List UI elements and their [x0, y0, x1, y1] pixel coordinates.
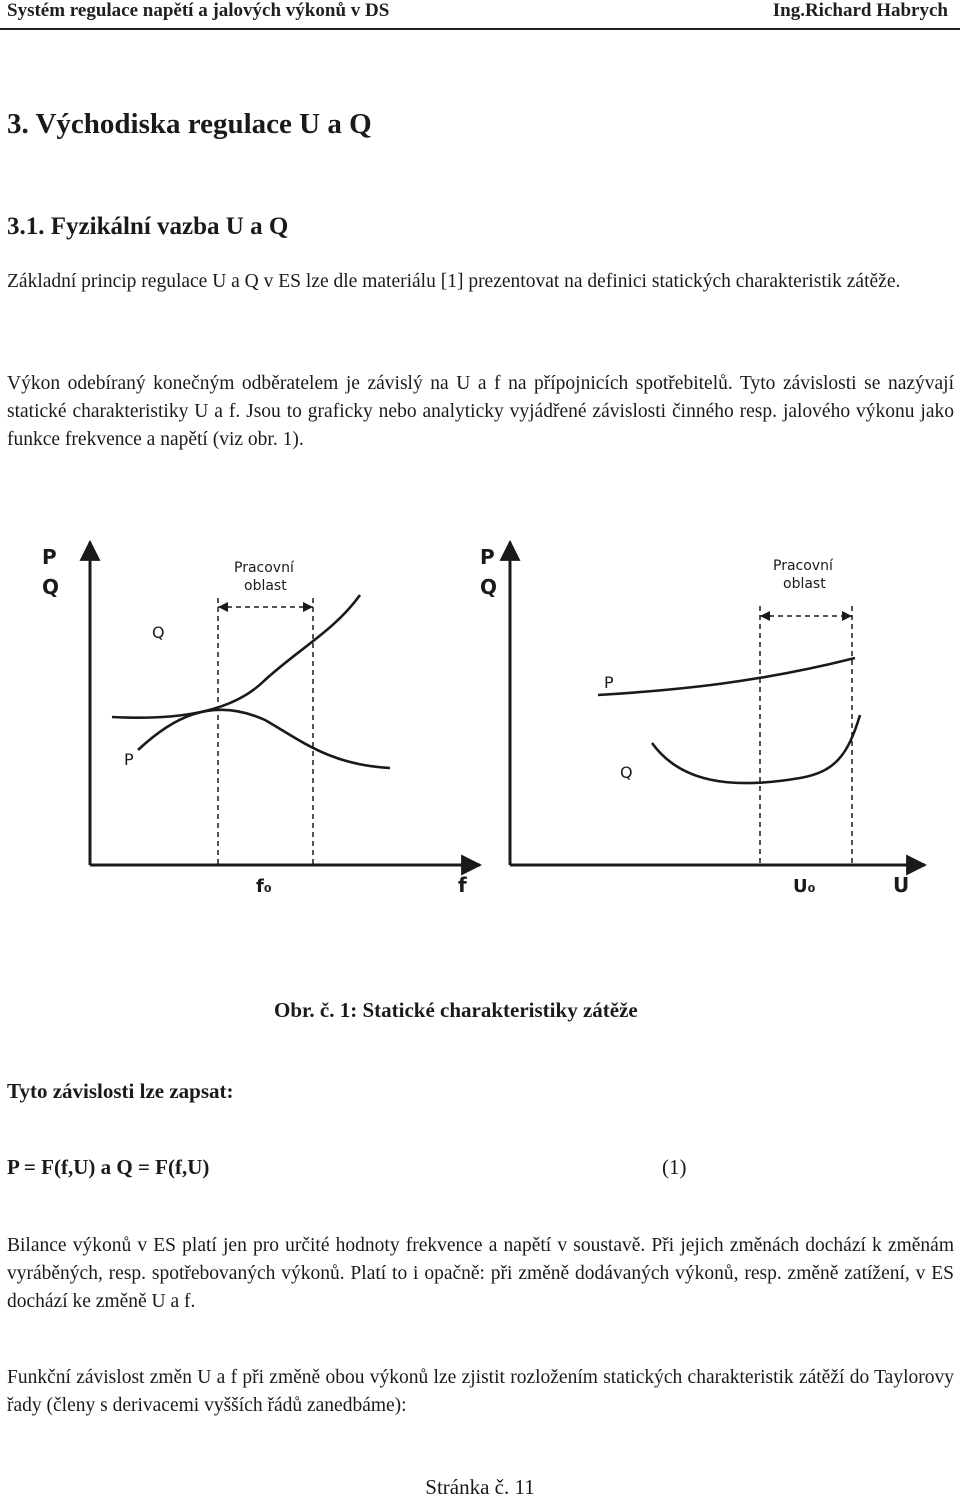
right-region-label-1: Pracovní	[773, 558, 833, 574]
paragraph-taylor: Funkční závislost změn U a f při změně obou výkonů lze zjistit rozložením statických charakteristik zátěží do Taylorovy řady (členy s derivacemi vyšších řádů zanedbáme):	[7, 1367, 954, 1416]
section-heading: 3. Východiska regulace U a Q	[7, 108, 372, 140]
right-curve-p-label: P	[604, 673, 614, 692]
dependencies-label: Tyto závislosti lze zapsat:	[7, 1079, 234, 1103]
left-chart	[42, 542, 480, 897]
left-region-label-1: Pracovní	[234, 560, 294, 576]
paragraph-balance: Bilance výkonů v ES platí jen pro určité hodnoty frekvence a napětí v soustavě. Při jejich změnách dochází k změnám vyráběných, resp. spotřebovaných výkonů. Platí to i opačně: při změně dodávaných výkonů, resp. změně zatížení, v ES dochází ke změně U a f.	[7, 1235, 954, 1312]
left-y-label-p: P	[42, 545, 57, 569]
subsection-heading: 3.1. Fyzikální vazba U a Q	[7, 213, 289, 240]
left-curve-p	[138, 710, 390, 768]
left-region-label-2: oblast	[244, 578, 287, 594]
right-curve-q-label: Q	[620, 763, 633, 782]
paragraph-characteristics: Výkon odebíraný konečným odběratelem je závislý na U a f na přípojnicích spotřebitelů. Tyto závislosti se nazývají statické charakteristiky U a f. Jsou to graficky nebo analyticky vyjádřené závislosti činného resp. jalového výkonu jako funkce frekvence a napětí (viz obr. 1).	[7, 373, 954, 450]
right-y-label-p: P	[480, 545, 495, 569]
right-x-label-u: U	[893, 873, 910, 897]
page-number: Stránka č. 11	[425, 1475, 535, 1499]
header-author: Ing.Richard Habrych	[772, 0, 948, 21]
left-curve-q-label: Q	[152, 623, 165, 642]
equation-number: (1)	[662, 1155, 687, 1179]
static-characteristics-figure	[0, 520, 960, 920]
right-x0-label: U₀	[793, 876, 816, 897]
left-y-label-q: Q	[42, 575, 60, 599]
right-y-label-q: Q	[480, 575, 498, 599]
right-curve-p	[598, 658, 855, 695]
equation: P = F(f,U) a Q = F(f,U)	[7, 1155, 210, 1179]
left-curve-q	[112, 595, 360, 718]
header-title: Systém regulace napětí a jalových výkonů v DS	[7, 0, 390, 21]
figure-caption: Obr. č. 1: Statické charakteristiky zátěže	[274, 998, 638, 1022]
right-chart	[480, 542, 925, 897]
left-curve-p-label: P	[124, 750, 134, 769]
right-curve-q	[652, 715, 860, 783]
left-x-label-f: f	[458, 873, 467, 897]
paragraph-intro: Základní princip regulace U a Q v ES lze dle materiálu [1] prezentovat na definici statických charakteristik zátěže.	[7, 271, 901, 292]
page-header	[0, 0, 960, 30]
left-x0-label: f₀	[256, 876, 272, 897]
right-region-label-2: oblast	[783, 576, 826, 592]
